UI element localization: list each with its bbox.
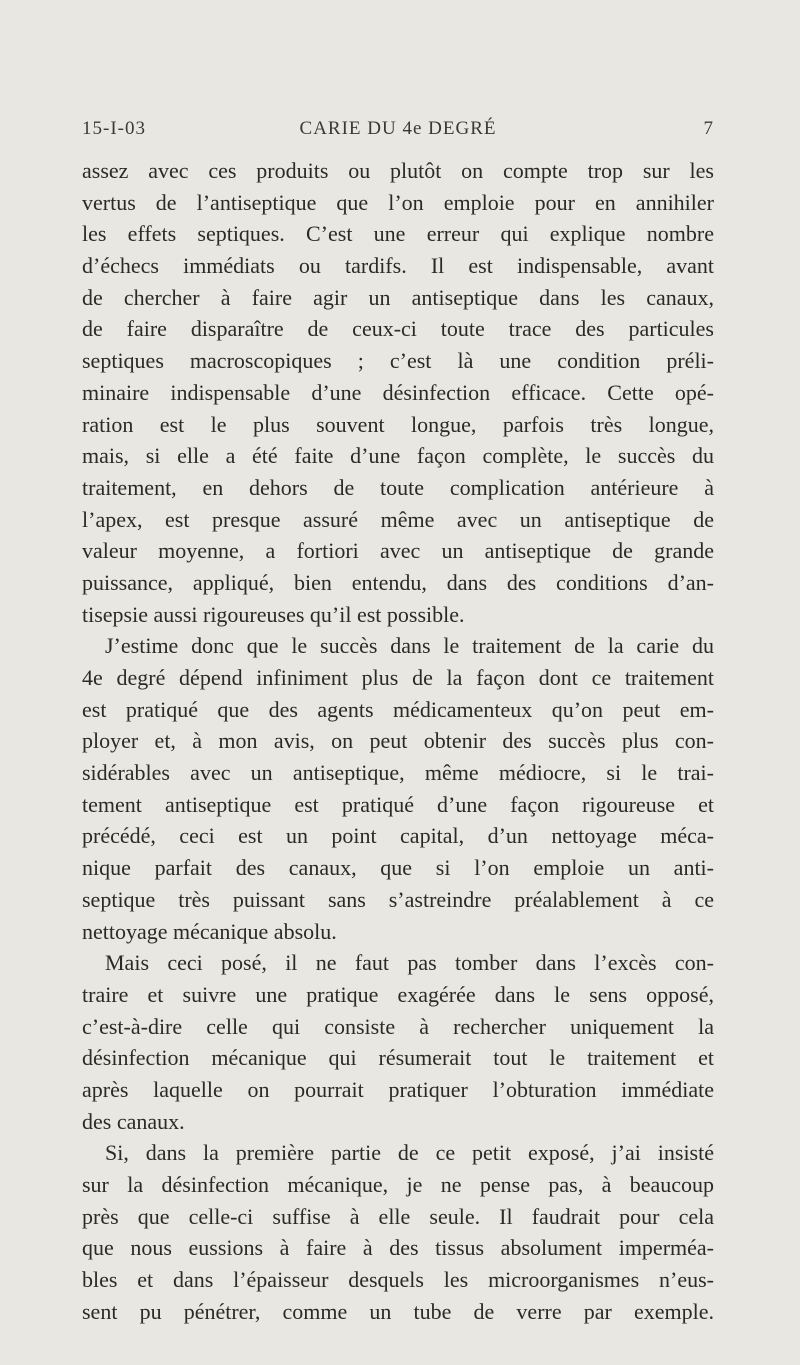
text-line: nique parfait des canaux, que si l’on emploie un anti- bbox=[82, 855, 714, 881]
text-line: que nous eussions à faire à des tissus absolument imperméa- bbox=[82, 1235, 714, 1261]
text-line: de chercher à faire agir un antiseptique dans les canaux, bbox=[82, 284, 714, 310]
text-line: Mais ceci posé, il ne faut pas tomber dans l’excès con- bbox=[105, 950, 714, 976]
text-line: de faire disparaître de ceux-ci toute trace des particules bbox=[82, 316, 714, 342]
text-line: ration est le plus souvent longue, parfois très longue, bbox=[82, 411, 714, 437]
header-title: CARIE DU 4e DEGRÉ bbox=[299, 118, 497, 139]
text-line: traire et suivre une pratique exagérée dans le sens opposé, bbox=[82, 981, 714, 1007]
text-line: septique très puissant sans s’astreindre préalablement à ce bbox=[82, 886, 714, 912]
text-line: septiques macroscopiques ; c’est là une condition préli- bbox=[82, 348, 714, 374]
text-line: 4e degré dépend infiniment plus de la façon dont ce traitement bbox=[82, 665, 714, 690]
text-line: sidérables avec un antiseptique, même médiocre, si le trai- bbox=[82, 760, 714, 786]
text-line: tement antiseptique est pratiqué d’une façon rigoureuse et bbox=[82, 791, 714, 817]
text-line: d’échecs immédiats ou tardifs. Il est indispensable, avant bbox=[82, 253, 714, 279]
text-line: après laquelle on pourrait pratiquer l’obturation immédiate bbox=[82, 1076, 714, 1102]
header-date: 15-I-03 bbox=[82, 118, 146, 139]
text-line: puissance, appliqué, bien entendu, dans des conditions d’an- bbox=[82, 569, 714, 595]
text-line: mais, si elle a été faite d’une façon complète, le succès du bbox=[82, 443, 714, 469]
text-line: précédé, ceci est un point capital, d’un nettoyage méca- bbox=[82, 823, 714, 849]
text-line: tisepsie aussi rigoureuses qu’il est possible. bbox=[82, 601, 465, 627]
text-line: près que celle-ci suffise à elle seule. Il faudrait pour cela bbox=[82, 1203, 714, 1229]
text-line: l’apex, est presque assuré même avec un antiseptique de bbox=[82, 506, 714, 532]
text-line: assez avec ces produits ou plutôt on compte trop sur les bbox=[82, 158, 714, 183]
text-line: sur la désinfection mécanique, je ne pense pas, à beaucoup bbox=[82, 1172, 714, 1197]
text-line: ployer et, à mon avis, on peut obtenir des succès plus con- bbox=[82, 728, 714, 754]
text-line: J’estime donc que le succès dans le traitement de la carie du bbox=[105, 633, 714, 659]
text-line: valeur moyenne, a fortiori avec un antiseptique de grande bbox=[82, 538, 714, 564]
text-line: minaire indispensable d’une désinfection efficace. Cette opé- bbox=[82, 379, 714, 405]
text-line: les effets septiques. C’est une erreur qui explique nombre bbox=[82, 221, 714, 247]
text-line: des canaux. bbox=[82, 1108, 185, 1134]
page-number: 7 bbox=[703, 118, 714, 139]
text-line: bles et dans l’épaisseur desquels les microorganismes n’eus- bbox=[82, 1267, 714, 1293]
text-line: Si, dans la première partie de ce petit exposé, j’ai insisté bbox=[105, 1140, 714, 1166]
text-line: traitement, en dehors de toute complication antérieure à bbox=[82, 474, 714, 500]
text-line: sent pu pénétrer, comme un tube de verre par exemple. bbox=[82, 1298, 714, 1324]
text-line: désinfection mécanique qui résumerait tout le traitement et bbox=[82, 1045, 714, 1071]
body-text bbox=[82, 155, 714, 1327]
text-line: nettoyage mécanique absolu. bbox=[82, 918, 337, 944]
running-header bbox=[82, 118, 714, 148]
text-line: c’est-à-dire celle qui consiste à rechercher uniquement la bbox=[82, 1013, 714, 1039]
text-line: vertus de l’antiseptique que l’on emploie pour en annihiler bbox=[82, 189, 714, 215]
text-line: est pratiqué que des agents médicamenteux qu’on peut em- bbox=[82, 696, 714, 722]
